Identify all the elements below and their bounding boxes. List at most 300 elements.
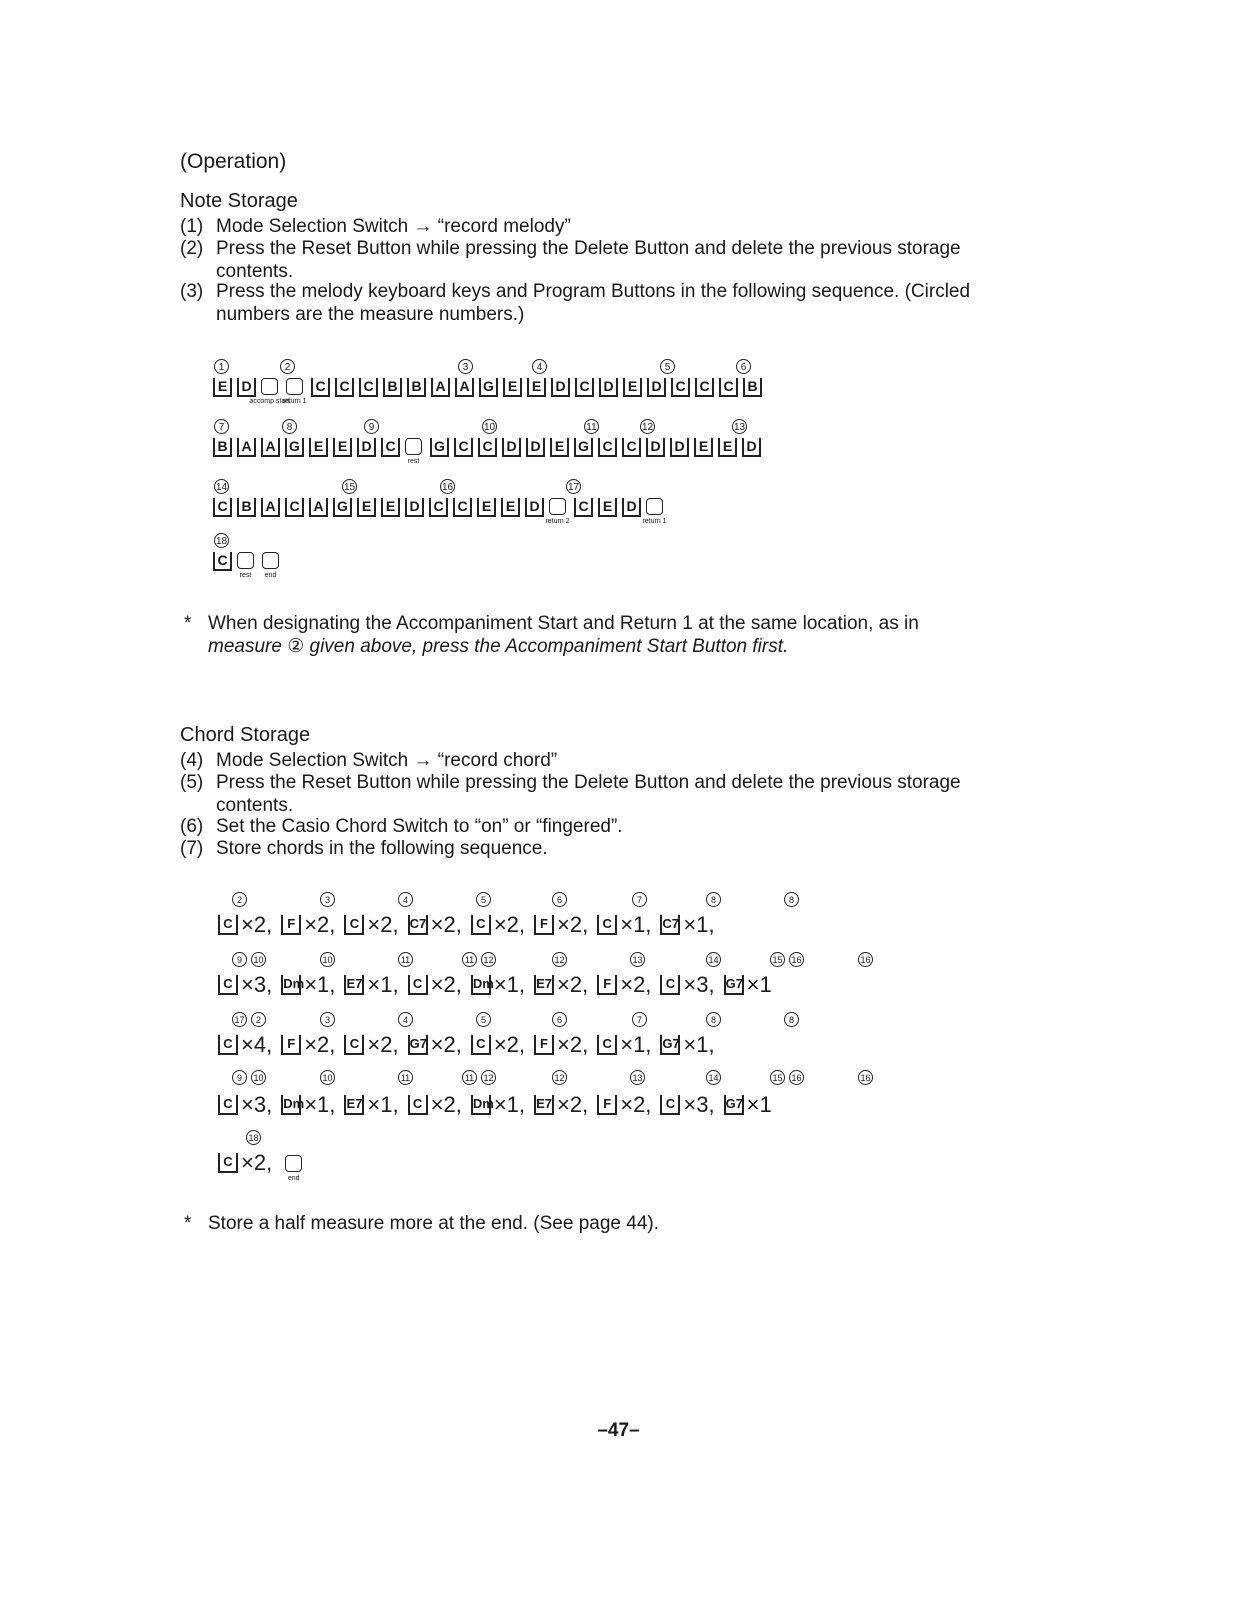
measure-number: 5 xyxy=(476,892,491,907)
melody-key: E xyxy=(550,438,569,457)
chord-entry xyxy=(218,912,272,938)
melody-key: B xyxy=(407,378,426,397)
chord-entry xyxy=(344,1032,398,1058)
melody-key: D xyxy=(237,378,256,397)
chord-key: C7 xyxy=(660,915,680,935)
measure-marker xyxy=(736,358,754,374)
measure-marker xyxy=(282,418,300,434)
measure-number: 7 xyxy=(632,892,647,907)
chord-count: ×3, xyxy=(683,1092,715,1117)
melody-key: A xyxy=(261,438,280,457)
step-3: (3) Press the melody keyboard keys and Program Buttons in the following sequence. (Circled numbers are the measure numbers.) xyxy=(180,281,971,325)
chord-entry xyxy=(660,912,714,938)
chord-entry xyxy=(408,1032,462,1058)
chord-key: F xyxy=(281,1035,301,1055)
measure-number: 13 xyxy=(630,1070,645,1085)
melody-key: C xyxy=(311,378,330,397)
chord-count: ×1 xyxy=(746,972,772,997)
measure-marker xyxy=(320,1012,339,1027)
chord-entry xyxy=(471,972,525,998)
chord-key: C xyxy=(660,975,680,995)
measure-number: 9 xyxy=(232,1070,247,1085)
step-7: (7) Store chords in the following sequence. xyxy=(180,838,548,859)
chord-count: ×1, xyxy=(304,972,336,997)
measure-marker xyxy=(214,478,232,494)
melody-key: B xyxy=(213,438,232,457)
measure-marker xyxy=(462,952,500,967)
measure-marker xyxy=(552,892,571,907)
melody-key: G xyxy=(574,438,593,457)
melody-key: C xyxy=(285,498,304,517)
chord-count: ×2, xyxy=(367,912,399,937)
measure-number: 15 xyxy=(770,1070,785,1085)
melody-key: D xyxy=(526,438,545,457)
melody-key: C xyxy=(335,378,354,397)
chord-entry xyxy=(660,972,714,998)
measure-marker xyxy=(660,358,678,374)
measure-marker xyxy=(398,1070,417,1085)
chord-row xyxy=(218,1032,724,1058)
chord-entry xyxy=(218,1032,272,1058)
measure-marker xyxy=(232,892,251,907)
chord-entry xyxy=(471,912,525,938)
chord-count: ×2, xyxy=(241,1150,273,1175)
chord-key: C xyxy=(344,915,364,935)
end-button xyxy=(285,1155,302,1182)
measure-marker xyxy=(462,1070,500,1085)
chord-count: ×1, xyxy=(493,972,526,997)
chord-key: C xyxy=(471,1035,491,1055)
melody-key: E xyxy=(309,438,328,457)
chord-row xyxy=(218,1150,310,1182)
chord-key: Dm xyxy=(281,1095,301,1115)
measure-marker xyxy=(458,358,476,374)
measure-number: 16 xyxy=(440,479,455,494)
program-button-label: end xyxy=(264,572,277,579)
measure-number: 14 xyxy=(214,479,229,494)
melody-key: D xyxy=(622,498,641,517)
chord-count: ×1, xyxy=(304,1092,336,1117)
step-2: (2) Press the Reset Button while pressing the Delete Button and delete the previous storage contents. xyxy=(180,238,961,282)
melody-key: D xyxy=(670,438,689,457)
chord-count: ×2, xyxy=(493,912,526,937)
chord-entry xyxy=(344,912,398,938)
step-4: (4) Mode Selection Switch → “record chord” xyxy=(180,750,558,771)
melody-key: B xyxy=(237,498,256,517)
measure-marker xyxy=(440,478,458,494)
measure-number: 10 xyxy=(251,952,266,967)
chord-entry xyxy=(724,1092,772,1118)
chord-count: ×1, xyxy=(367,1092,399,1117)
measure-number: 16 xyxy=(858,1070,873,1085)
chord-row xyxy=(218,912,724,938)
measure-number: 7 xyxy=(214,419,229,434)
measure-number: 4 xyxy=(398,892,413,907)
chord-key: F xyxy=(597,1095,617,1115)
note-key-row xyxy=(213,378,767,405)
melody-key: C xyxy=(575,378,594,397)
chord-entry xyxy=(408,912,462,938)
chord-count: ×2, xyxy=(241,912,273,937)
melody-key: D xyxy=(742,438,761,457)
chord-entry xyxy=(408,1092,462,1118)
measure-marker xyxy=(858,952,877,967)
measure-marker xyxy=(280,358,298,374)
program-button-label: return 2 xyxy=(545,518,570,525)
measure-marker xyxy=(732,418,750,434)
melody-key: B xyxy=(383,378,402,397)
chord-entry xyxy=(281,912,335,938)
melody-key: B xyxy=(743,378,762,397)
melody-key: C xyxy=(574,498,593,517)
melody-key: C xyxy=(359,378,378,397)
chord-entry xyxy=(660,1032,714,1058)
measure-marker xyxy=(552,952,571,967)
chord-key: F xyxy=(597,975,617,995)
measure-number: 16 xyxy=(789,1070,804,1085)
chord-count: ×2, xyxy=(557,912,589,937)
melody-key: C xyxy=(454,438,473,457)
chord-count: ×2, xyxy=(430,1092,462,1117)
measure-marker xyxy=(640,418,658,434)
chord-entry xyxy=(597,912,651,938)
melody-key: E xyxy=(477,498,496,517)
chord-count: ×2, xyxy=(304,1032,336,1057)
chord-count: ×2, xyxy=(620,972,652,997)
chord-entry xyxy=(471,1092,525,1118)
melody-key: C xyxy=(695,378,714,397)
melody-key: D xyxy=(525,498,544,517)
note-key-row xyxy=(213,498,671,525)
melody-key: E xyxy=(503,378,522,397)
melody-key: C xyxy=(719,378,738,397)
chord-entry xyxy=(724,972,772,998)
chord-entry xyxy=(344,1092,398,1118)
measure-number: 18 xyxy=(246,1130,261,1145)
melody-key: D xyxy=(599,378,618,397)
chord-entry xyxy=(597,1092,651,1118)
chord-key: C xyxy=(218,1153,238,1173)
chord-key: G7 xyxy=(724,1095,744,1115)
melody-key: G xyxy=(285,438,304,457)
measure-number: 11 xyxy=(462,952,477,967)
melody-key: E xyxy=(381,498,400,517)
measure-number: 8 xyxy=(784,1012,799,1027)
measure-number: 9 xyxy=(364,419,379,434)
measure-number: 12 xyxy=(481,952,496,967)
chord-count: ×2, xyxy=(493,1032,526,1057)
measure-number: 2 xyxy=(232,892,247,907)
measure-number: 17 xyxy=(232,1012,247,1027)
melody-key: E xyxy=(501,498,520,517)
measure-marker xyxy=(770,1070,808,1085)
melody-key: D xyxy=(357,438,376,457)
chord-count: ×3, xyxy=(683,972,715,997)
melody-key: C xyxy=(429,498,448,517)
page-number: –47– xyxy=(597,1420,640,1441)
program-button-label: accomp start xyxy=(249,398,290,405)
chord-entry xyxy=(534,972,588,998)
measure-marker xyxy=(214,418,232,434)
melody-key: C xyxy=(213,498,232,517)
melody-key: E xyxy=(333,438,352,457)
measure-number: 15 xyxy=(342,479,357,494)
chord-entry xyxy=(471,1032,525,1058)
chord-key: E7 xyxy=(344,1095,364,1115)
melody-key: A xyxy=(261,498,280,517)
measure-number: 1 xyxy=(214,359,229,374)
melody-key: A xyxy=(455,378,474,397)
step-1: (1) Mode Selection Switch → “record melody” xyxy=(180,216,571,237)
measure-marker xyxy=(320,892,339,907)
measure-number: 15 xyxy=(770,952,785,967)
melody-key: G xyxy=(333,498,352,517)
measure-marker xyxy=(482,418,500,434)
chord-key: C xyxy=(408,1095,428,1115)
chord-count: ×3, xyxy=(241,1092,273,1117)
melody-key: G xyxy=(479,378,498,397)
melody-key: C xyxy=(381,438,400,457)
chord-key: C xyxy=(218,975,238,995)
program-button xyxy=(237,552,254,579)
melody-key: C xyxy=(671,378,690,397)
chord-count: ×1, xyxy=(683,912,715,937)
measure-marker xyxy=(232,1070,270,1085)
measure-number: 11 xyxy=(398,952,413,967)
program-button-label: return 1 xyxy=(282,398,307,405)
melody-key: A xyxy=(237,438,256,457)
melody-key: C xyxy=(598,438,617,457)
measure-number: 16 xyxy=(789,952,804,967)
melody-key: E xyxy=(718,438,737,457)
measure-marker xyxy=(770,952,808,967)
program-button xyxy=(642,498,667,525)
program-button xyxy=(405,438,422,465)
measure-marker xyxy=(232,1012,270,1027)
melody-key: E xyxy=(598,498,617,517)
chord-entry xyxy=(597,1032,651,1058)
chord-entry xyxy=(281,972,335,998)
chord-count: ×1, xyxy=(620,912,652,937)
measure-number: 8 xyxy=(706,892,721,907)
measure-marker xyxy=(784,892,803,907)
measure-marker xyxy=(584,418,602,434)
chord-count: ×3, xyxy=(241,972,273,997)
melody-key: E xyxy=(694,438,713,457)
measure-marker xyxy=(552,1070,571,1085)
program-button xyxy=(262,552,279,579)
measure-number: 3 xyxy=(458,359,473,374)
measure-number: 6 xyxy=(736,359,751,374)
chord-entry xyxy=(218,972,272,998)
chord-key: C xyxy=(408,975,428,995)
measure-marker xyxy=(214,358,232,374)
chord-count: ×2, xyxy=(430,1032,462,1057)
chord-entry xyxy=(597,972,651,998)
measure-number: 12 xyxy=(640,419,655,434)
measure-number: 16 xyxy=(858,952,873,967)
measure-number: 9 xyxy=(232,952,247,967)
chord-entry xyxy=(281,1092,335,1118)
measure-marker xyxy=(320,1070,339,1085)
measure-marker xyxy=(784,1012,803,1027)
melody-key: C xyxy=(478,438,497,457)
chord-footnote: * Store a half measure more at the end. (See page 44). xyxy=(184,1213,659,1234)
measure-marker xyxy=(342,478,360,494)
measure-number: 6 xyxy=(552,892,567,907)
measure-marker xyxy=(364,418,382,434)
program-button-label: rest xyxy=(239,572,252,579)
chord-entry xyxy=(218,1150,272,1176)
measure-number: 5 xyxy=(476,1012,491,1027)
measure-marker xyxy=(320,952,339,967)
chord-key: F xyxy=(534,1035,554,1055)
chord-count: ×2, xyxy=(620,1092,652,1117)
melody-key: D xyxy=(551,378,570,397)
program-button xyxy=(545,498,570,525)
melody-key: E xyxy=(623,378,642,397)
melody-key: D xyxy=(405,498,424,517)
melody-key: E xyxy=(213,378,232,397)
measure-marker xyxy=(566,478,584,494)
melody-key: C xyxy=(213,552,232,571)
measure-number: 4 xyxy=(398,1012,413,1027)
measure-number: 5 xyxy=(660,359,675,374)
measure-number: 10 xyxy=(320,952,335,967)
operation-heading: (Operation) xyxy=(180,150,287,173)
chord-count: ×1, xyxy=(493,1092,526,1117)
chord-key: E7 xyxy=(534,1095,554,1115)
chord-count: ×1 xyxy=(746,1092,772,1117)
program-button-label: rest xyxy=(407,458,420,465)
measure-marker xyxy=(476,1012,495,1027)
measure-number: 11 xyxy=(584,419,599,434)
melody-key: C xyxy=(622,438,641,457)
melody-key: E xyxy=(357,498,376,517)
chord-entry xyxy=(281,1032,335,1058)
melody-key: A xyxy=(431,378,450,397)
chord-count: ×2, xyxy=(367,1032,399,1057)
note-storage-title: Note Storage xyxy=(180,190,298,212)
note-key-row xyxy=(213,552,287,579)
measure-number: 11 xyxy=(398,1070,413,1085)
measure-number: 3 xyxy=(320,1012,335,1027)
chord-entry xyxy=(408,972,462,998)
measure-marker xyxy=(632,1012,651,1027)
measure-number: 3 xyxy=(320,892,335,907)
chord-entry xyxy=(660,1092,714,1118)
measure-number: 4 xyxy=(532,359,547,374)
note-footnote: * When designating the Accompaniment Start and Return 1 at the same location, as in measure ② given above, press the Accompaniment Start Button first. xyxy=(184,613,919,657)
measure-marker xyxy=(630,1070,649,1085)
measure-marker xyxy=(632,892,651,907)
chord-entry xyxy=(534,1092,588,1118)
measure-number: 7 xyxy=(632,1012,647,1027)
chord-key: C xyxy=(597,915,617,935)
measure-number: 2 xyxy=(280,359,295,374)
chord-key: E7 xyxy=(534,975,554,995)
chord-count: ×2, xyxy=(557,1092,589,1117)
measure-marker xyxy=(398,952,417,967)
melody-key: G xyxy=(430,438,449,457)
chord-entry xyxy=(534,912,588,938)
measure-marker xyxy=(706,1012,725,1027)
measure-marker xyxy=(232,952,270,967)
chord-entry xyxy=(218,1092,272,1118)
chord-key: C xyxy=(218,1095,238,1115)
chord-count: ×2, xyxy=(304,912,336,937)
chord-entry xyxy=(344,972,398,998)
step-6: (6) Set the Casio Chord Switch to “on” or “fingered”. xyxy=(180,816,623,837)
chord-count: ×2, xyxy=(557,1032,589,1057)
measure-marker xyxy=(552,1012,571,1027)
measure-marker xyxy=(246,1130,265,1145)
measure-marker xyxy=(706,952,725,967)
measure-number: 6 xyxy=(552,1012,567,1027)
measure-number: 10 xyxy=(482,419,497,434)
melody-key: D xyxy=(647,378,666,397)
measure-marker xyxy=(858,1070,877,1085)
chord-count: ×4, xyxy=(241,1032,273,1057)
chord-count: ×2, xyxy=(430,972,462,997)
melody-key: D xyxy=(646,438,665,457)
chord-key: G7 xyxy=(660,1035,680,1055)
chord-count: ×1, xyxy=(620,1032,652,1057)
measure-number: 13 xyxy=(732,419,747,434)
chord-key: Dm xyxy=(471,975,491,995)
note-key-row xyxy=(213,438,766,465)
measure-number: 10 xyxy=(251,1070,266,1085)
chord-key: C xyxy=(344,1035,364,1055)
step-5: (5) Press the Reset Button while pressing the Delete Button and delete the previous storage contents. xyxy=(180,772,961,816)
chord-count: ×2, xyxy=(430,912,462,937)
chord-key: E7 xyxy=(344,975,364,995)
chord-key: G7 xyxy=(408,1035,428,1055)
chord-entry xyxy=(534,1032,588,1058)
chord-count: ×1, xyxy=(367,972,399,997)
measure-number: 8 xyxy=(706,1012,721,1027)
measure-marker xyxy=(398,1012,417,1027)
chord-key: G7 xyxy=(724,975,744,995)
measure-marker xyxy=(214,532,232,548)
measure-number: 2 xyxy=(251,1012,266,1027)
chord-key: Dm xyxy=(281,975,301,995)
measure-number: 12 xyxy=(552,1070,567,1085)
chord-key: F xyxy=(281,915,301,935)
measure-number: 17 xyxy=(566,479,581,494)
program-button xyxy=(249,378,290,405)
measure-marker xyxy=(398,892,417,907)
chord-count: ×2, xyxy=(557,972,589,997)
measure-number: 14 xyxy=(706,1070,721,1085)
measure-marker xyxy=(532,358,550,374)
chord-row xyxy=(218,972,781,998)
measure-number: 8 xyxy=(282,419,297,434)
melody-key: A xyxy=(309,498,328,517)
measure-number: 14 xyxy=(706,952,721,967)
measure-number: 11 xyxy=(462,1070,477,1085)
melody-key: E xyxy=(527,378,546,397)
measure-number: 12 xyxy=(481,1070,496,1085)
chord-storage-title: Chord Storage xyxy=(180,724,311,746)
program-button xyxy=(282,378,307,405)
program-button-label: return 1 xyxy=(642,518,667,525)
chord-key: C xyxy=(660,1095,680,1115)
chord-key: C7 xyxy=(408,915,428,935)
melody-key: C xyxy=(453,498,472,517)
measure-number: 8 xyxy=(784,892,799,907)
measure-marker xyxy=(706,1070,725,1085)
